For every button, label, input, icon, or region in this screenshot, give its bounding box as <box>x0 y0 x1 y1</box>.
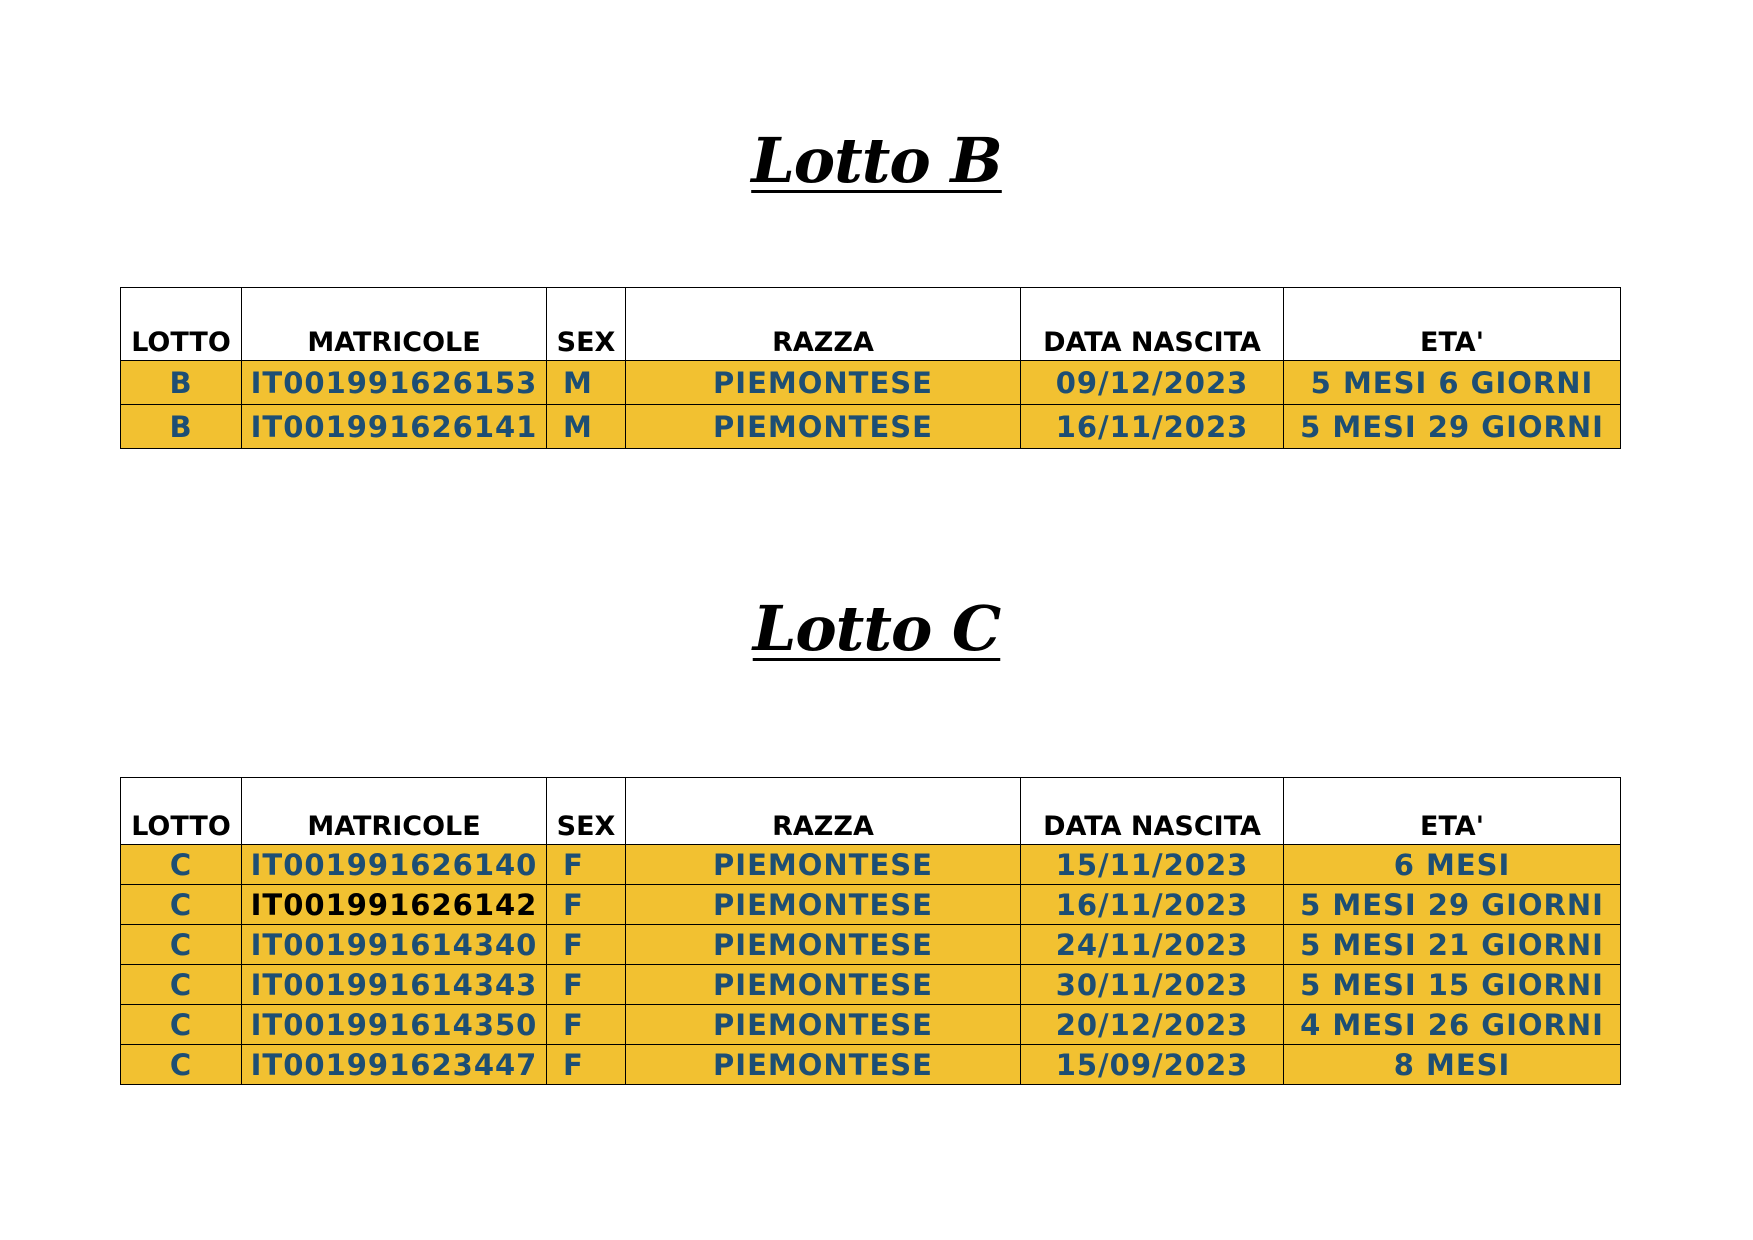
cell-razza: PIEMONTESE <box>626 405 1021 449</box>
cell-data-nascita: 15/11/2023 <box>1021 845 1284 885</box>
cell-matricola: IT001991626153 <box>242 361 547 405</box>
header-lotto: LOTTO <box>121 288 242 361</box>
lotto-b-table <box>120 287 1621 449</box>
table-row <box>121 361 1621 405</box>
lotto-b-title-text: Lotto B <box>751 124 1002 197</box>
cell-eta: 5 MESI 6 GIORNI <box>1284 361 1621 405</box>
cell-eta: 5 MESI 29 GIORNI <box>1284 885 1621 925</box>
cell-lotto: C <box>121 1045 242 1085</box>
table-row <box>121 1045 1621 1085</box>
cell-eta: 5 MESI 21 GIORNI <box>1284 925 1621 965</box>
cell-eta: 5 MESI 15 GIORNI <box>1284 965 1621 1005</box>
header-matricole: MATRICOLE <box>242 288 547 361</box>
cell-data-nascita: 09/12/2023 <box>1021 361 1284 405</box>
header-sex: SEX <box>547 778 626 845</box>
cell-sex: F <box>547 885 626 925</box>
cell-data-nascita: 16/11/2023 <box>1021 885 1284 925</box>
cell-matricola: IT001991626141 <box>242 405 547 449</box>
table-row <box>121 885 1621 925</box>
cell-sex: M <box>547 361 626 405</box>
cell-lotto: C <box>121 885 242 925</box>
cell-matricola: IT001991626140 <box>242 845 547 885</box>
cell-lotto: B <box>121 405 242 449</box>
header-eta: ETA' <box>1284 778 1621 845</box>
cell-data-nascita: 30/11/2023 <box>1021 965 1284 1005</box>
table-row <box>121 925 1621 965</box>
cell-razza: PIEMONTESE <box>626 885 1021 925</box>
lotto-c-title <box>0 592 1753 665</box>
header-eta: ETA' <box>1284 288 1621 361</box>
cell-matricola: IT001991626142 <box>242 885 547 925</box>
cell-lotto: C <box>121 1005 242 1045</box>
cell-razza: PIEMONTESE <box>626 845 1021 885</box>
table-row <box>121 1005 1621 1045</box>
cell-eta: 5 MESI 29 GIORNI <box>1284 405 1621 449</box>
cell-matricola: IT001991614343 <box>242 965 547 1005</box>
lotto-c-table <box>120 777 1621 1085</box>
header-data-nascita: DATA NASCITA <box>1021 288 1284 361</box>
cell-lotto: C <box>121 845 242 885</box>
header-razza: RAZZA <box>626 778 1021 845</box>
cell-razza: PIEMONTESE <box>626 925 1021 965</box>
cell-razza: PIEMONTESE <box>626 361 1021 405</box>
lotto-c-title-text: Lotto C <box>752 592 1001 665</box>
cell-matricola: IT001991623447 <box>242 1045 547 1085</box>
header-lotto: LOTTO <box>121 778 242 845</box>
cell-sex: F <box>547 965 626 1005</box>
cell-matricola: IT001991614340 <box>242 925 547 965</box>
header-data-nascita: DATA NASCITA <box>1021 778 1284 845</box>
cell-razza: PIEMONTESE <box>626 1045 1021 1085</box>
cell-data-nascita: 16/11/2023 <box>1021 405 1284 449</box>
cell-sex: F <box>547 845 626 885</box>
cell-sex: F <box>547 925 626 965</box>
table-header-row <box>121 778 1621 845</box>
cell-sex: M <box>547 405 626 449</box>
table-header-row <box>121 288 1621 361</box>
lotto-b-title <box>0 124 1753 197</box>
header-matricole: MATRICOLE <box>242 778 547 845</box>
cell-sex: F <box>547 1005 626 1045</box>
table-row <box>121 965 1621 1005</box>
cell-lotto: B <box>121 361 242 405</box>
table-row <box>121 405 1621 449</box>
cell-data-nascita: 20/12/2023 <box>1021 1005 1284 1045</box>
header-razza: RAZZA <box>626 288 1021 361</box>
table-row <box>121 845 1621 885</box>
cell-sex: F <box>547 1045 626 1085</box>
header-sex: SEX <box>547 288 626 361</box>
cell-razza: PIEMONTESE <box>626 1005 1021 1045</box>
cell-razza: PIEMONTESE <box>626 965 1021 1005</box>
cell-eta: 8 MESI <box>1284 1045 1621 1085</box>
cell-lotto: C <box>121 965 242 1005</box>
cell-eta: 6 MESI <box>1284 845 1621 885</box>
cell-matricola: IT001991614350 <box>242 1005 547 1045</box>
cell-lotto: C <box>121 925 242 965</box>
cell-data-nascita: 15/09/2023 <box>1021 1045 1284 1085</box>
cell-eta: 4 MESI 26 GIORNI <box>1284 1005 1621 1045</box>
cell-data-nascita: 24/11/2023 <box>1021 925 1284 965</box>
